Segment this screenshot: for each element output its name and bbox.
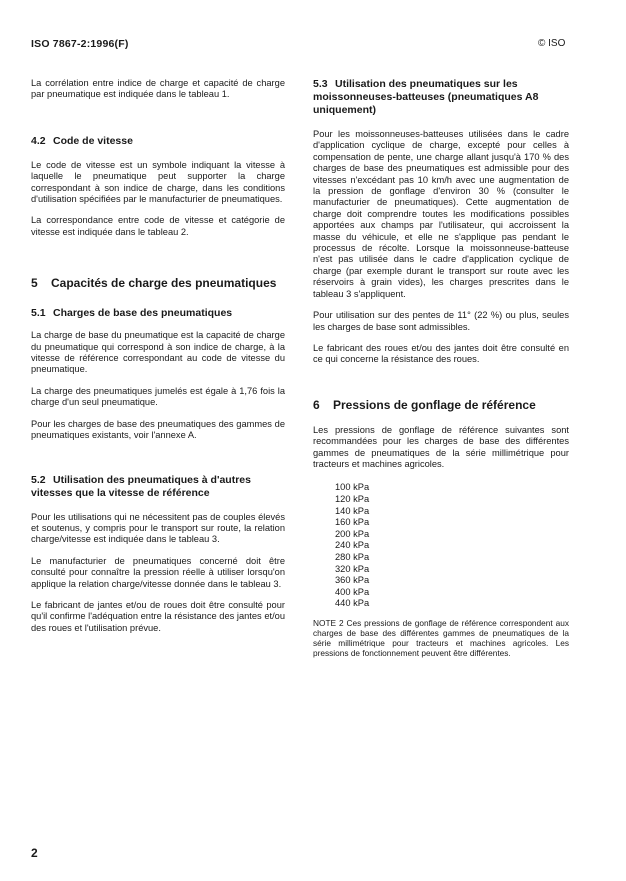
- section-5-3-paragraph-1: Pour les moissonneuses-batteuses utilisées dans le cadre d'application cyclique de charge, excepté pour celles à compensation de pente, une charge allant jusqu'à 170 % des charges de base des pneumatiques est admissible pour des vitesses n'excédant pas 10 km/h avec une augmentation de la pression de gonflage d'environ 30 % (consulter le manufacturier de pneumatiques). Cette augmentation de charge doit comprendre toutes les modifications possibles apportées aux champs par l'utilisateur, qui accroissent la masse du véhicule, et elle ne s'applique pas pendant le processus de récolte. Lorsque la moissonneuse-batteuse n'est pas utilisée dans le cadre d'application cyclique de charge (par exemple durant le transport sur route avec les réservoirs à grain vides), les charges prescrites dans le tableau 3 s'appliquent.: [313, 129, 569, 299]
- section-4-2-paragraph-1: Le code de vitesse est un symbole indiquant la vitesse à laquelle le pneumatique peut supporter la charge correspondant à son indice de charge, dans les conditions d'utilisation spécifiées par le manufacturier de pneumatiques.: [31, 159, 285, 205]
- right-column: [313, 78, 569, 658]
- section-number: 5.1: [31, 307, 46, 320]
- section-5-2-paragraph-2: Le manufacturier de pneumatiques concerné doit être consulté pour connaître la pression réelle à utiliser lorsqu'on applique la relation charge/vitesse donnée dans le tableau 3.: [31, 555, 285, 589]
- section-title: Utilisation des pneumatiques sur les moissonneuses-batteuses (pneumatiques A8 uniquement): [313, 78, 539, 116]
- section-number: 6: [313, 397, 320, 412]
- section-title: Utilisation des pneumatiques à d'autres vitesses que la vitesse de référence: [31, 473, 251, 499]
- section-5-heading: [31, 276, 285, 291]
- section-number: 5.2: [31, 473, 46, 486]
- list-item: 360 kPa: [335, 575, 370, 586]
- pressure-list: [335, 482, 569, 610]
- section-5-3-paragraph-3: Le fabricant des roues et/ou des jantes doit être consulté en ce qui concerne la résistance des roues.: [313, 342, 569, 365]
- section-5-2-paragraph-1: Pour les utilisations qui ne nécessitent pas de couples élevés et soutenus, y compris pour le transport sur route, la relation charge/vitesse est indiquée dans le tableau 3.: [31, 511, 285, 545]
- list-item: 160 kPa: [335, 517, 370, 528]
- section-number: 5.3: [313, 78, 328, 90]
- document-id: ISO 7867-2:1996(F): [31, 38, 129, 50]
- list-item: 440 kPa: [335, 598, 370, 609]
- list-item: 320 kPa: [335, 563, 370, 574]
- section-5-2-heading: [31, 474, 285, 500]
- section-title: Capacités de charge des pneumatiques: [51, 276, 277, 291]
- section-6-heading: [313, 398, 569, 413]
- list-item: 280 kPa: [335, 551, 370, 562]
- section-title: Charges de base des pneumatiques: [53, 307, 233, 320]
- list-item: 100 kPa: [335, 482, 370, 493]
- section-5-1-paragraph-2: La charge des pneumatiques jumelés est égale à 1,76 fois la charge d'un seul pneumatique.: [31, 385, 285, 408]
- section-title: Pressions de gonflage de référence: [333, 397, 536, 412]
- section-number: 5: [31, 276, 38, 291]
- page-number: 2: [31, 846, 38, 860]
- section-title: Code de vitesse: [53, 134, 133, 147]
- list-item: 120 kPa: [335, 493, 370, 504]
- note-2: NOTE 2 Ces pressions de gonflage de référence correspondent aux charges de base des différentes gammes de pneumatiques de la série millimétrique pour tracteurs et machines agricoles. Les pressions de fonctionnement peuvent être différentes.: [313, 617, 569, 658]
- list-item: 140 kPa: [335, 505, 370, 516]
- section-6-paragraph-1: Les pressions de gonflage de référence suivantes sont recommandées pour les charges de base des différentes gammes de pneumatiques de la série millimétrique pour tracteurs et machines agricoles.: [313, 424, 569, 469]
- section-4-2-heading: [31, 135, 285, 148]
- section-5-1-heading: [31, 307, 285, 320]
- list-item: 400 kPa: [335, 586, 370, 597]
- left-column: [31, 78, 285, 634]
- section-5-1-paragraph-1: La charge de base du pneumatique est la capacité de charge du pneumatique qui correspond à son indice de charge, à la vitesse de référence correspondant au code de vitesse du pneumatique.: [31, 330, 285, 375]
- section-4-2-paragraph-2: La correspondance entre code de vitesse et catégorie de vitesse est indiquée dans le tableau 2.: [31, 215, 285, 237]
- section-number: 4.2: [31, 134, 46, 147]
- section-5-1-paragraph-3: Pour les charges de base des pneumatiques des gammes de pneumatiques existants, voir l'annexe A.: [31, 418, 285, 441]
- intro-paragraph: La corrélation entre indice de charge et capacité de charge par pneumatique est indiquée dans le tableau 1.: [31, 78, 285, 100]
- copyright-mark: © ISO: [538, 38, 566, 49]
- section-5-3-paragraph-2: Pour utilisation sur des pentes de 11° (22 %) ou plus, seules les charges de base sont admissibles.: [313, 310, 569, 332]
- list-item: 240 kPa: [335, 540, 370, 551]
- list-item: 200 kPa: [335, 528, 370, 539]
- section-5-3-heading: [313, 78, 569, 117]
- section-5-2-paragraph-3: Le fabricant de jantes et/ou de roues doit être consulté pour qu'il confirme l'adéquation entre la résistance des jantes et/ou des roues et l'utilisation prévue.: [31, 599, 285, 633]
